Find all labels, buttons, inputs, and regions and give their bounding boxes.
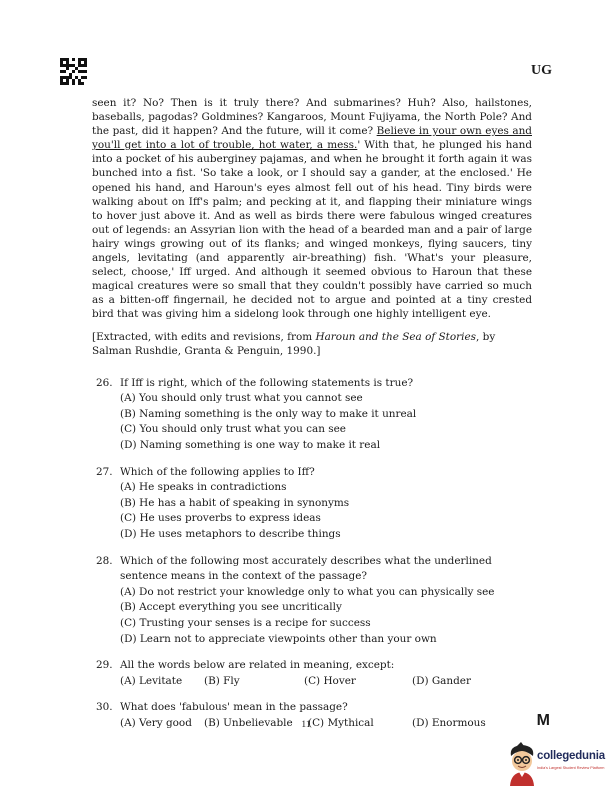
option-b: (B) Fly (204, 674, 240, 687)
option-d: (D) He uses metaphors to describe things (120, 528, 341, 541)
collegedunia-watermark[interactable] (505, 742, 610, 786)
question-number: 28. (96, 554, 113, 567)
option-row (120, 674, 532, 690)
brand-tagline: India's Largest Student Review Platform (537, 766, 605, 770)
option-list (120, 391, 532, 453)
question-27 (92, 465, 532, 543)
qr-code-icon (60, 58, 87, 85)
question-number: 27. (96, 465, 113, 478)
brand-name: collegedunia (537, 750, 605, 762)
question-number: 29. (96, 659, 113, 672)
question-number: 26. (96, 376, 113, 389)
option-list (120, 480, 532, 542)
option-b: (B) Naming something is the only way to make it unreal (120, 407, 417, 420)
question-text: Which of the following most accurately describes what the underlined sentence means in the context of the passage? (120, 554, 492, 583)
source-citation: [Extracted, with edits and revisions, from Haroun and the Sea of Stories, by Salman Rushdie, Granta & Penguin, 1990.] (92, 330, 496, 357)
option-list (120, 585, 532, 647)
option-b: (B) Accept everything you see uncritically (120, 601, 342, 614)
option-a: (A) Do not restrict your knowledge only to what you can physically see (120, 585, 495, 598)
option-c: (C) Mythical (308, 716, 374, 729)
set-code: M (536, 712, 550, 729)
option-c: (C) Hover (304, 674, 356, 687)
underlined-sentence: Believe in your own eyes and you'll get into a lot of trouble, hot water, a mess. (92, 125, 532, 152)
question-text: What does 'fabulous' mean in the passage? (120, 701, 348, 714)
option-b: (B) Unbelievable (204, 716, 293, 729)
option-d: (D) Gander (412, 674, 471, 687)
question-29 (92, 658, 532, 689)
option-c: (C) You should only trust what you can see (120, 423, 346, 436)
mascot-icon (505, 742, 539, 786)
question-28 (92, 554, 532, 648)
question-26 (92, 376, 532, 454)
question-text: If Iff is right, which of the following statements is true? (120, 376, 414, 389)
page-number: 11 (301, 720, 311, 730)
option-d: (D) Learn not to appreciate viewpoints other than your own (120, 632, 437, 645)
question-number: 30. (96, 701, 113, 714)
option-c: (C) He uses proverbs to express ideas (120, 512, 321, 525)
passage-part-1: seen it? No? Then is it truly there? And submarines? Huh? Also, hailstones, baseballs, pagodas? Goldmines? Kangaroos, Mount Fujiyama, the North Pole? And the past, did it happen? And the future, will it come? (92, 97, 532, 138)
passage-section (92, 96, 532, 743)
question-text: Which of the following applies to Iff? (120, 465, 315, 478)
option-d: (D) Enormous (412, 716, 486, 729)
passage-part-2: ' With that, he plunged his hand into a pocket of his auberginey pajamas, and when he brought it forth again it was bunched into a fist. 'So take a look, or I should say a gander, at the enclosed.' He opened his hand, and Haroun's eyes almost fell out of his head. Tiny birds were walking about on Iff's palm; and pecking at it, and flapping their miniature wings to hover just above it. And as well as birds there were fabulous winged creatures out of legends: an Assyrian lion with the head of a bearded man and a pair of large hairy wings growing out of its flanks; and winged monkeys, flying saucers, tiny angels, levitating (and apparently air-breathing) fish. 'What's your pleasure, select, choose,' Iff urged. And although it seemed obvious to Haroun that these magical creatures were so small that they couldn't possibly have carried so much as a bitten-off fingernail, he decided not to argue and pointed at a tiny crested bird that was giving him a sidelong look through one highly intelligent eye. (92, 139, 532, 321)
paper-code: UG (531, 63, 552, 78)
option-c: (C) Trusting your senses is a recipe for success (120, 617, 371, 629)
question-list (92, 376, 532, 732)
book-title: Haroun and the Sea of Stories (315, 330, 477, 343)
question-text: All the words below are related in meaning, except: (120, 659, 395, 672)
option-a: (A) You should only trust what you cannot see (120, 392, 363, 405)
option-d: (D) Naming something is one way to make it real (120, 439, 381, 452)
option-a: (A) Levitate (120, 674, 183, 687)
option-a: (A) Very good (120, 716, 192, 729)
passage-text (92, 96, 532, 322)
option-a: (A) He speaks in contradictions (120, 481, 287, 494)
option-b: (B) He has a habit of speaking in synonyms (120, 496, 350, 509)
